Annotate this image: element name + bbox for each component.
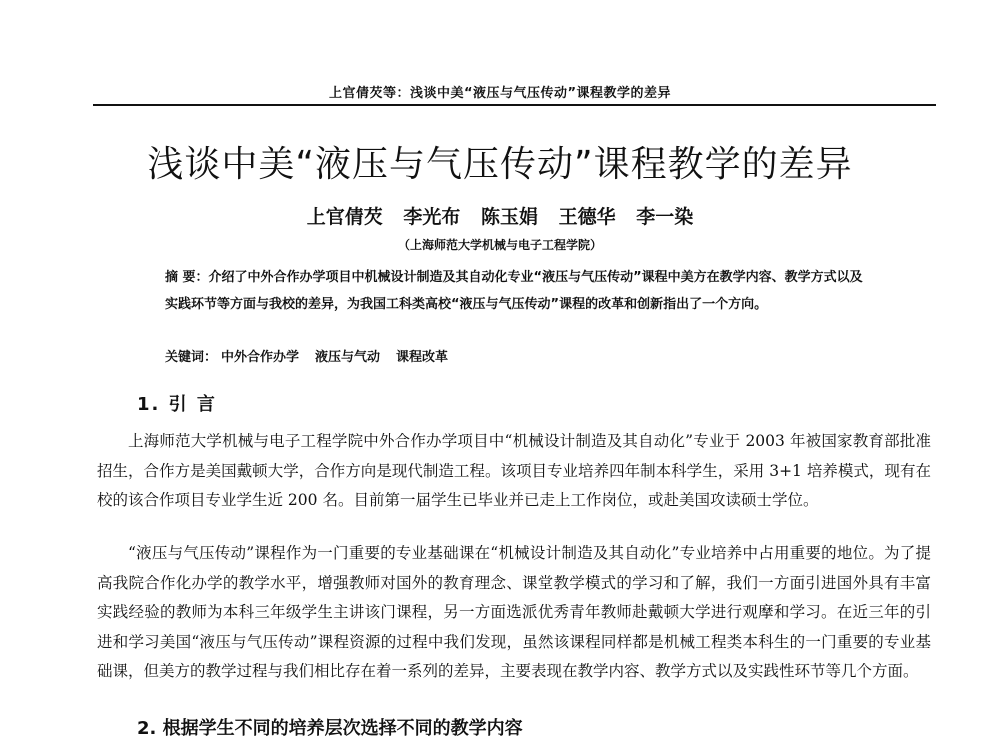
affiliation: （上海师范大学机械与电子工程学院） — [397, 238, 602, 252]
section-heading-teaching-content: 2. 根据学生不同的培养层次选择不同的教学内容 — [137, 718, 523, 739]
abstract-label: 摘 要： — [165, 270, 209, 285]
abstract-text: 介绍了中外合作办学项目中机械设计制造及其自动化专业“液压与气压传动”课程中美方在教学内容、教学方式以及实践环节等方面与我校的差异，为我国工科类高校“液压与气压传动”课程的改革和创新指出了一个方向。 — [165, 270, 863, 312]
body-paragraph: 上海师范大学机械与电子工程学院中外合作办学项目中“机械设计制造及其自动化”专业于 2003 年被国家教育部批准招生，合作方是美国戴顿大学，合作方向是现代制造工程。该项目专业培养四年制本科学生，采用 3+1 培养模式，现有在校的该合作项目专业学生近 200 名。目前第一届学生已毕业并已走上工作岗位，或赴美国攻读硕士学位。 — [97, 432, 931, 509]
running-head: 上官倩芡等：浅谈中美“液压与气压传动”课程教学的差异 — [328, 86, 672, 101]
keywords-label: 关键词： — [165, 350, 218, 365]
keyword-item: 中外合作办学 — [221, 350, 300, 365]
abstract — [165, 264, 865, 318]
keywords — [165, 346, 865, 365]
body-paragraph: “液压与气压传动”课程作为一门重要的专业基础课在“机械设计制造及其自动化”专业培养中占用重要的地位。为了提高我院合作化办学的教学水平，增强教师对国外的教育理念、课堂教学模式的学习和了解，我们一方面引进国外具有丰富实践经验的教师为本科三年级学生主讲该门课程，另一方面选派优秀青年教师赴戴顿大学进行观摩和学习。在近三年的引进和学习美国“液压与气压传动”课程资源的过程中我们发现，虽然该课程同样都是机械工程类本科生的一门重要的专业基础课，但美方的教学过程与我们相比存在着一系列的差异，主要表现在教学内容、教学方式以及实践性环节等几个方面。 — [97, 544, 931, 680]
paper-title: 浅谈中美“液压与气压传动”课程教学的差异 — [147, 144, 853, 185]
section-heading-introduction: 1. 引 言 — [137, 394, 217, 415]
keyword-item: 课程改革 — [396, 350, 449, 365]
author-list: 上官倩芡 李光布 陈玉娟 王德华 李一染 — [306, 206, 694, 228]
header-rule — [93, 104, 936, 106]
keyword-item: 液压与气动 — [315, 350, 381, 365]
